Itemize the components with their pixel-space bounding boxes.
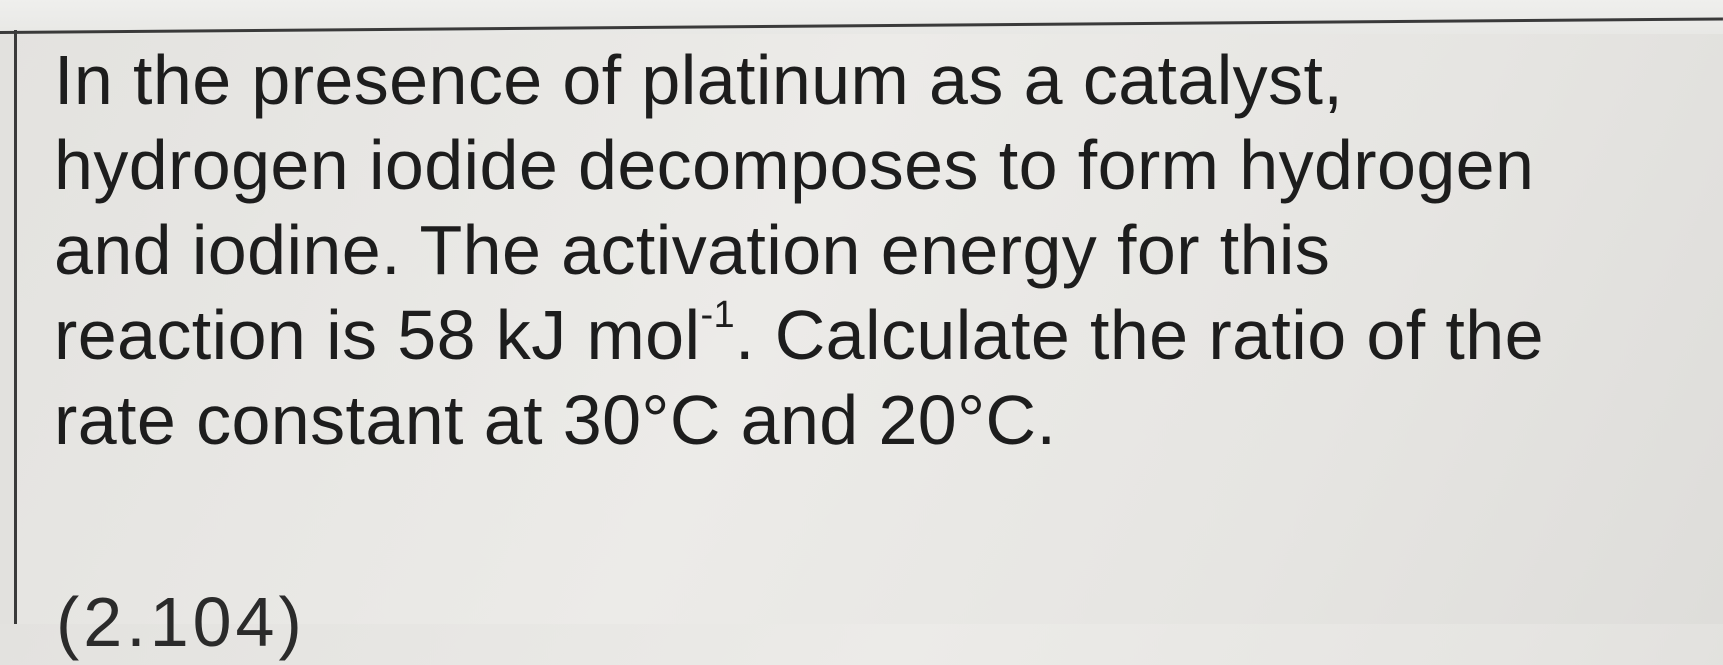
question-line-5: rate constant at 30°C and 20°C. [54,381,1057,459]
left-border-line [14,30,17,624]
unit-exponent: -1 [700,293,736,336]
left-margin [0,34,14,624]
question-line-4-start: reaction is 58 kJ mol [54,296,701,374]
question-text [54,38,1714,463]
question-line-2: hydrogen iodide decomposes to form hydrogen [54,126,1535,204]
question-line-4 [54,293,1714,378]
question-line-1: In the presence of platinum as a catalyst, [54,41,1344,119]
question-line-3: and iodine. The activation energy for this [54,211,1331,289]
question-number-label: (2.104) [56,583,306,661]
question-line-4-end: . Calculate the ratio of the [735,296,1544,374]
